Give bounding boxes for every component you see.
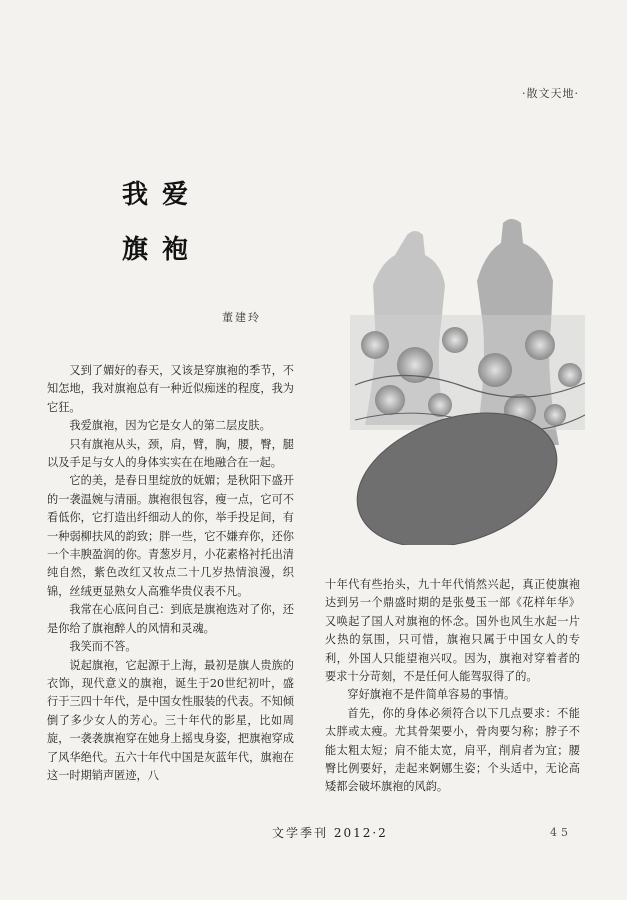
title-line-1: 我爱 (122, 180, 203, 210)
paragraph: 首先，你的身体必须符合以下几点要求：不能太胖或太瘦。尤其骨架要小，骨肉要匀称；脖子不能太粗太短；肩不能太宽，肩平，削肩者为宜；腰臀比例要好，走起来婀娜生姿；个头适中，无论高矮都会破坏旗袍的风韵。 (325, 706, 580, 794)
author-name: 董建玲 (222, 311, 261, 324)
magazine-footer: 文学季刊 2012·2 (272, 826, 388, 840)
paragraph: 我爱旗袍，因为它是女人的第二层皮肤。 (69, 419, 271, 433)
paragraph: 我常在心底问自己：到底是旗袍选对了你，还是你给了旗袍醉人的风情和灵魂。 (47, 603, 294, 635)
paragraph: 又到了媚好的春天，又该是穿旗袍的季节，不知怎地，我对旗袍总有一种近似痴迷的程度，我为它狂。 (47, 364, 294, 414)
title-line-2: 旗袍 (122, 235, 203, 265)
paragraph: 我笑而不答。 (69, 640, 137, 654)
qipao-illustration (345, 215, 590, 545)
paragraph: 它的美，是春日里绽放的妩媚；是秋阳下盛开的一袭温婉与清丽。旗袍很包容，瘦一点，它可不看低你，它打造出纤细动人的你，举手投足间，有一种弱柳扶风的韵致；胖一些，它不嫌弃你，还你一个丰腴盈润的你。青葱岁月，小花素格衬托出清纯自然，紫色改红又妆点二十几岁热情浪漫，织锦，丝绒更显熟女人高雅华贵仪表不凡。 (47, 474, 294, 598)
left-column (47, 362, 294, 785)
right-column (325, 576, 580, 797)
paragraph: 十年代有些抬头，九十年代悄然兴起，真正使旗袍达到另一个鼎盛时期的是张曼玉一部《花样年华》又唤起了国人对旗袍的怀念。国外也风生水起一片火热的氛围，只可惜，旗袍只属于中国女人的专利，外国人只能望袍兴叹。因为，旗袍对穿着者的要求十分苛刻，不是任何人能驾驭得了的。 (325, 578, 580, 684)
paragraph: 说起旗袍，它起源于上海，最初是旗人贵族的衣饰，现代意义的旗袍，诞生于20世纪初叶，盛行于三四十年代，是中国女性服装的代表。不知倾倒了多少女人的芳心。三十年代的影星，比如周旋，一袭袭旗袍穿在她身上摇曳身姿，把旗袍穿成了风华绝代。五六十年代中国是灰蓝年代，旗袍在这一时期销声匿迹，八 (47, 658, 294, 782)
paragraph: 穿好旗袍不是件简单容易的事情。 (347, 688, 516, 702)
page-number: 45 (550, 826, 572, 839)
paragraph: 只有旗袍从头，颈，肩，臂，胸，腰，臀，腿以及手足与女人的身体实实在在地融合在一起。 (47, 437, 294, 470)
section-tag: ·散文天地· (522, 87, 579, 100)
